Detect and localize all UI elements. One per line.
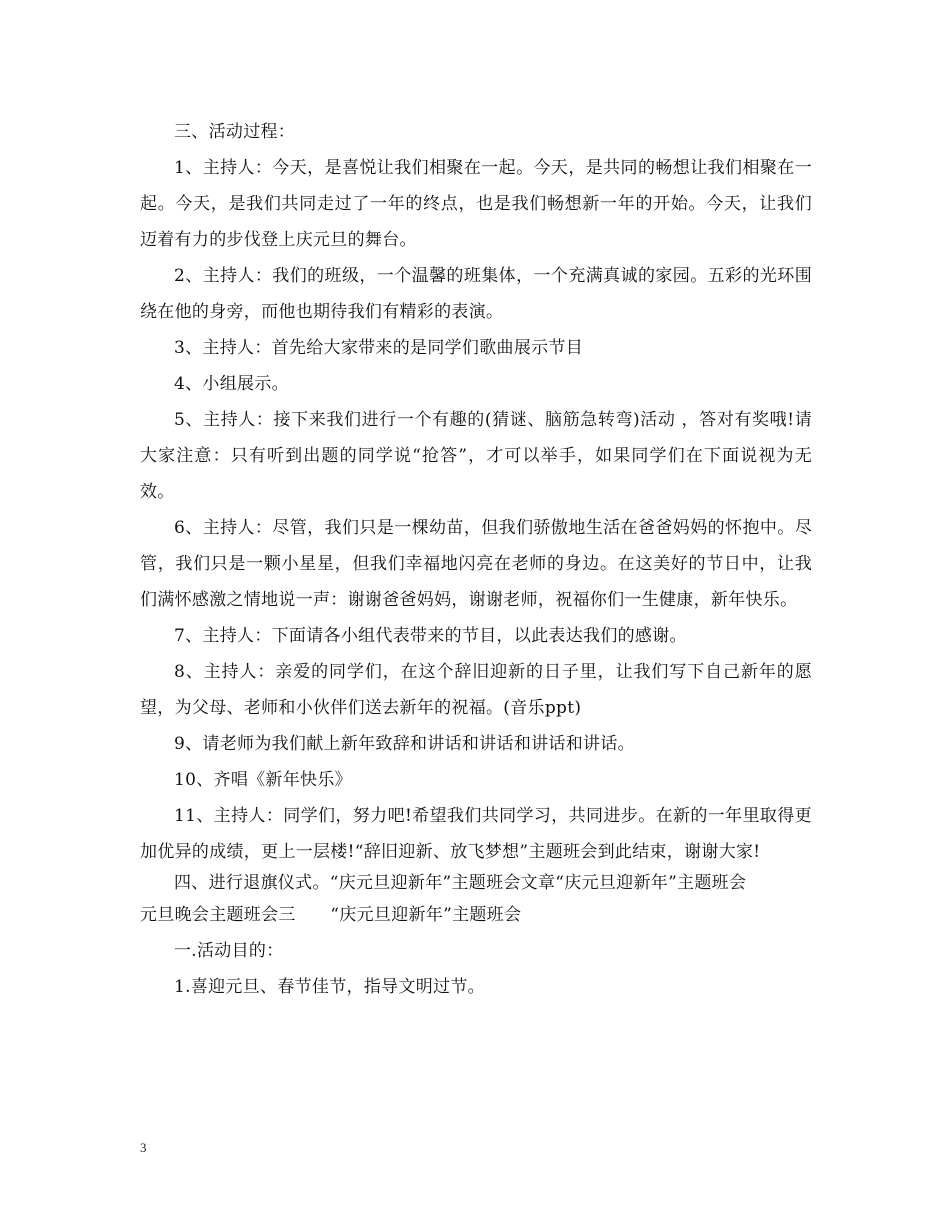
paragraph-host-1: 1、主持人：今天，是喜悦让我们相聚在一起。今天，是共同的畅想让我们相聚在一起。今天，是我们共同走过了一年的终点，也是我们畅想新一年的开始。今天，让我们迈着有力的步伐登上庆元旦的舞台。 (140, 158, 812, 250)
paragraph-host-3: 3、主持人：首先给大家带来的是同学们歌曲展示节目 (174, 338, 584, 358)
article-title-line: 元旦晚会主题班会三 “庆元旦迎新年”主题班会 (140, 905, 522, 925)
section-heading-activity-goal: 一.活动目的： (174, 941, 284, 961)
paragraph-host-8: 8、主持人：亲爱的同学们，在这个辞旧迎新的日子里，让我们写下自己新年的愿望，为父母、老师和小伙伴们送去新年的祝福。(音乐ppt) (140, 662, 812, 718)
section-heading-activity-process: 三、活动过程： (174, 122, 296, 142)
paragraph-host-11: 11、主持人：同学们，努力吧!希望我们共同学习，共同进步。在新的一年里取得更加优异的成绩，更上一层楼!“辞旧迎新、放飞梦想”主题班会到此结束，谢谢大家! (140, 806, 812, 862)
paragraph-goal-1: 1.喜迎元旦、春节佳节，指导文明过节。 (174, 977, 485, 997)
paragraph-host-2: 2、主持人：我们的班级，一个温馨的班集体，一个充满真诚的家园。五彩的光环围绕在他的身旁，而他也期待我们有精彩的表演。 (140, 266, 812, 322)
document-body (140, 114, 812, 1005)
paragraph-host-7: 7、主持人：下面请各小组代表带来的节目，以此表达我们的感谢。 (174, 626, 687, 646)
section-heading-flag-lowering: 四、进行退旗仪式。“庆元旦迎新年”主题班会文章“庆元旦迎新年”主题班会 (174, 873, 747, 893)
paragraph-host-6: 6、主持人：尽管，我们只是一棵幼苗，但我们骄傲地生活在爸爸妈妈的怀抱中。尽管，我们只是一颗小星星，但我们幸福地闪亮在老师的身边。在这美好的节日中，让我们满怀感激之情地说一声：谢谢爸爸妈妈，谢谢老师，祝福你们一生健康，新年快乐。 (140, 518, 812, 610)
paragraph-group-show: 4、小组展示。 (174, 374, 289, 394)
paragraph-chorus: 10、齐唱《新年快乐》 (174, 770, 352, 790)
paragraph-host-5: 5、主持人：接下来我们进行一个有趣的(猜谜、脑筋急转弯)活动 ，答对有奖哦!请大家注意：只有听到出题的同学说“抢答”，才可以举手，如果同学们在下面说视为无效。 (140, 410, 812, 502)
page-number: 3 (140, 1140, 147, 1155)
paragraph-teacher-speech: 9、请老师为我们献上新年致辞和讲话和讲话和讲话和讲话。 (174, 734, 635, 754)
